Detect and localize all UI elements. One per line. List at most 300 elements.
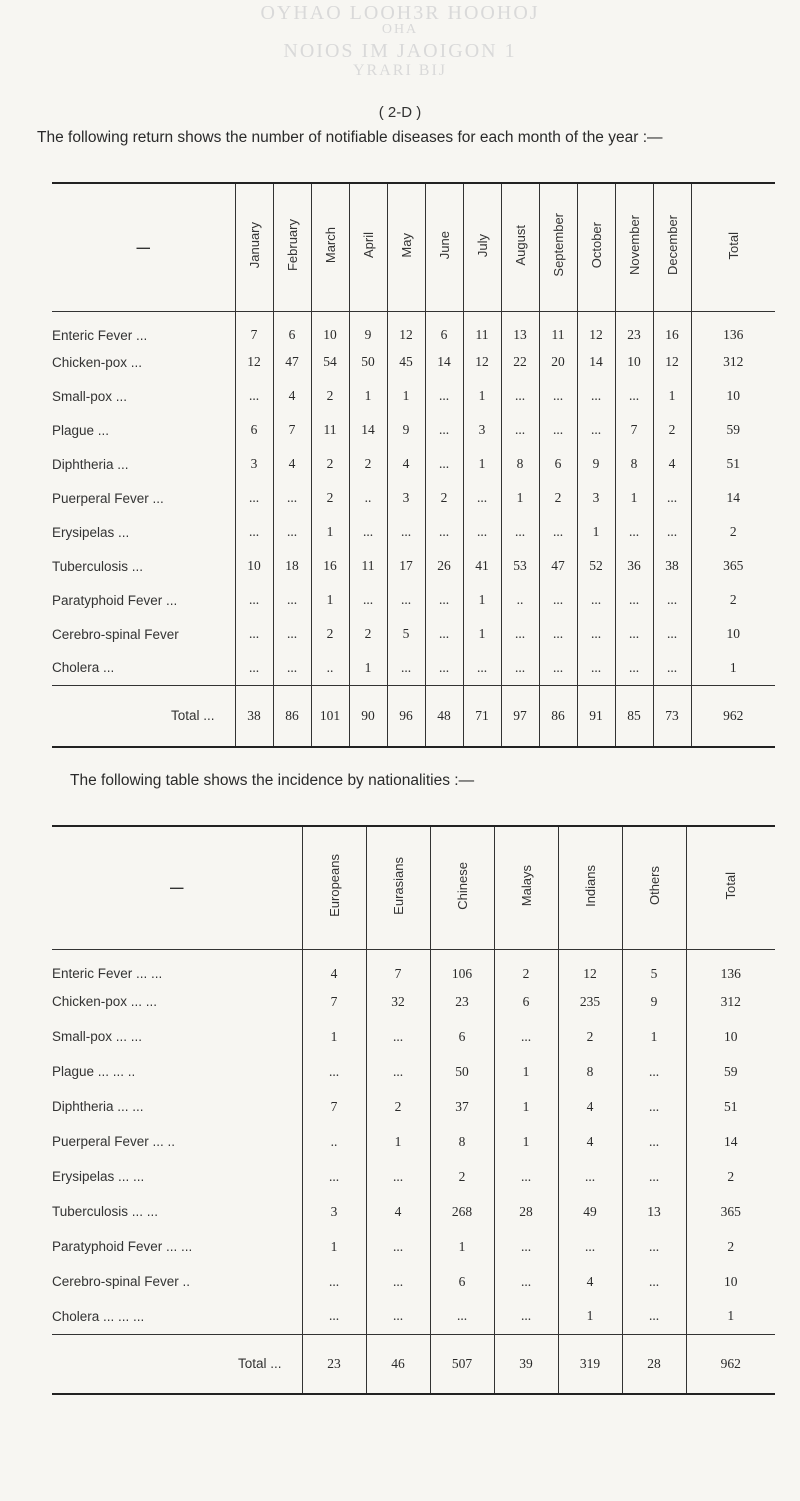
row-label: Small-pox ... ... xyxy=(52,1029,143,1044)
cell-december: 16 xyxy=(653,311,691,345)
monthly-column-header-january xyxy=(235,183,273,311)
cell-september: ... xyxy=(539,515,577,549)
cell-january: ... xyxy=(235,617,273,651)
cell-march: 2 xyxy=(311,617,349,651)
table-row xyxy=(52,311,775,345)
cell-november: 85 xyxy=(615,685,653,747)
row-label: Tuberculosis ... xyxy=(52,558,144,574)
cell-october: 12 xyxy=(577,311,615,345)
monthly-column-header-label: February xyxy=(284,219,300,272)
monthly-column-header-label: May xyxy=(398,232,414,258)
cell-february: ... xyxy=(273,651,311,685)
cell-march: 11 xyxy=(311,413,349,447)
cell-june: ... xyxy=(425,447,463,481)
cell-total: 51 xyxy=(686,1089,775,1124)
cell-february: 18 xyxy=(273,549,311,583)
cell-august: 13 xyxy=(501,311,539,345)
cell-july: 1 xyxy=(463,617,501,651)
cell-others: 28 xyxy=(622,1334,686,1394)
cell-total: 312 xyxy=(691,345,775,379)
nationality-header-row xyxy=(52,826,775,949)
table-row xyxy=(52,413,775,447)
nationality-column-header-label: Total xyxy=(723,872,739,900)
cell-august: ... xyxy=(501,651,539,685)
cell-july: 3 xyxy=(463,413,501,447)
faded-bleed-line-4: YRARI BIJ xyxy=(352,62,447,79)
cell-february: ... xyxy=(273,617,311,651)
cell-august: 53 xyxy=(501,549,539,583)
cell-april: 11 xyxy=(349,549,387,583)
nationality-column-header-malays xyxy=(494,826,558,949)
nationality-table xyxy=(52,825,775,1395)
cell-others: 9 xyxy=(622,984,686,1019)
table-row xyxy=(52,1124,775,1159)
row-label: Enteric Fever ... xyxy=(52,327,148,343)
cell-chinese: 50 xyxy=(430,1054,494,1089)
nationality-corner-dash: — xyxy=(52,826,302,949)
total-label: Total ... xyxy=(52,685,235,747)
cell-others: ... xyxy=(622,1054,686,1089)
cell-september: ... xyxy=(539,583,577,617)
cell-september: 47 xyxy=(539,549,577,583)
cell-total: 2 xyxy=(686,1229,775,1264)
cell-malays: ... xyxy=(494,1019,558,1054)
cell-chinese: 507 xyxy=(430,1334,494,1394)
cell-april: 14 xyxy=(349,413,387,447)
cell-total: 312 xyxy=(686,984,775,1019)
cell-may: 96 xyxy=(387,685,425,747)
row-label: Tuberculosis ... ... xyxy=(52,1204,159,1219)
cell-total: 136 xyxy=(686,949,775,984)
cell-september: 11 xyxy=(539,311,577,345)
cell-september: 6 xyxy=(539,447,577,481)
cell-march: 10 xyxy=(311,311,349,345)
cell-total: 365 xyxy=(686,1194,775,1229)
cell-may: 5 xyxy=(387,617,425,651)
cell-july: 41 xyxy=(463,549,501,583)
cell-june: ... xyxy=(425,515,463,549)
faded-bleed-line-2: OHA xyxy=(381,22,419,37)
cell-indians: 4 xyxy=(558,1124,622,1159)
cell-eurasians: 4 xyxy=(366,1194,430,1229)
row-label: Puerperal Fever ... xyxy=(52,490,164,506)
monthly-column-header-label: April xyxy=(360,232,376,259)
cell-november: 7 xyxy=(615,413,653,447)
monthly-column-header-october xyxy=(577,183,615,311)
nationality-column-header-indians xyxy=(558,826,622,949)
cell-march: 1 xyxy=(311,583,349,617)
row-label: Cerebro-spinal Fever .. xyxy=(52,1274,191,1289)
cell-april: 2 xyxy=(349,447,387,481)
monthly-column-header-july xyxy=(463,183,501,311)
cell-september: 20 xyxy=(539,345,577,379)
nationality-column-header-chinese xyxy=(430,826,494,949)
cell-november: 1 xyxy=(615,481,653,515)
cell-november: 8 xyxy=(615,447,653,481)
cell-december: 38 xyxy=(653,549,691,583)
cell-february: 4 xyxy=(273,447,311,481)
row-label: Cholera ... ... ... xyxy=(52,1308,145,1324)
cell-november: 10 xyxy=(615,345,653,379)
cell-indians: ... xyxy=(558,1229,622,1264)
table-row xyxy=(52,617,775,651)
cell-eurasians: 7 xyxy=(366,949,430,984)
nationality-column-header-label: Eurasians xyxy=(390,856,406,915)
cell-august: 1 xyxy=(501,481,539,515)
cell-april: 50 xyxy=(349,345,387,379)
cell-may: ... xyxy=(387,583,425,617)
cell-october: ... xyxy=(577,651,615,685)
cell-october: 14 xyxy=(577,345,615,379)
monthly-column-header-august xyxy=(501,183,539,311)
cell-august: ... xyxy=(501,413,539,447)
monthly-column-header-label: July xyxy=(474,233,490,257)
cell-malays: ... xyxy=(494,1229,558,1264)
cell-total: 962 xyxy=(686,1334,775,1394)
cell-may: 3 xyxy=(387,481,425,515)
row-label: Chicken-pox ... ... xyxy=(52,994,158,1009)
table-row xyxy=(52,1019,775,1054)
cell-may: 9 xyxy=(387,413,425,447)
row-label: Cholera ... xyxy=(52,660,115,676)
cell-europeans: ... xyxy=(302,1299,366,1334)
cell-november: ... xyxy=(615,379,653,413)
cell-may: 12 xyxy=(387,311,425,345)
cell-europeans: 3 xyxy=(302,1194,366,1229)
cell-january: ... xyxy=(235,651,273,685)
monthly-column-header-september xyxy=(539,183,577,311)
cell-total: 59 xyxy=(691,413,775,447)
cell-may: ... xyxy=(387,515,425,549)
cell-march: 2 xyxy=(311,379,349,413)
cell-eurasians: 2 xyxy=(366,1089,430,1124)
cell-october: 1 xyxy=(577,515,615,549)
cell-may: 45 xyxy=(387,345,425,379)
cell-others: 5 xyxy=(622,949,686,984)
cell-april: 1 xyxy=(349,379,387,413)
faded-bleed-line-3: NOIOS IM JAOIGON 1 xyxy=(283,40,517,62)
cell-july: 1 xyxy=(463,447,501,481)
table-row xyxy=(52,1159,775,1194)
cell-indians: 8 xyxy=(558,1054,622,1089)
cell-total: 2 xyxy=(691,583,775,617)
row-label: Puerperal Fever ... .. xyxy=(52,1134,176,1149)
cell-april: .. xyxy=(349,481,387,515)
cell-june: ... xyxy=(425,379,463,413)
monthly-corner-dash: — xyxy=(52,183,235,311)
cell-february: 6 xyxy=(273,311,311,345)
cell-total: 10 xyxy=(691,379,775,413)
monthly-column-header-june xyxy=(425,183,463,311)
row-label: Plague ... ... .. xyxy=(52,1064,136,1079)
monthly-column-header-label: March xyxy=(322,227,338,264)
row-label: Chicken-pox ... xyxy=(52,354,143,370)
monthly-column-header-label: November xyxy=(626,215,642,276)
cell-february: ... xyxy=(273,515,311,549)
cell-february: ... xyxy=(273,481,311,515)
table-row xyxy=(52,549,775,583)
cell-malays: 28 xyxy=(494,1194,558,1229)
cell-chinese: 106 xyxy=(430,949,494,984)
cell-indians: 49 xyxy=(558,1194,622,1229)
cell-europeans: ... xyxy=(302,1159,366,1194)
cell-june: 6 xyxy=(425,311,463,345)
cell-november: ... xyxy=(615,617,653,651)
cell-december: ... xyxy=(653,617,691,651)
cell-europeans: 7 xyxy=(302,1089,366,1124)
cell-june: 2 xyxy=(425,481,463,515)
page-number: ( 2-D ) xyxy=(378,104,422,121)
cell-eurasians: ... xyxy=(366,1054,430,1089)
cell-june: ... xyxy=(425,651,463,685)
cell-malays: 1 xyxy=(494,1089,558,1124)
table-row xyxy=(52,345,775,379)
cell-may: ... xyxy=(387,651,425,685)
cell-others: ... xyxy=(622,1089,686,1124)
row-label: Erysipelas ... xyxy=(52,524,130,540)
monthly-total-row xyxy=(52,685,775,747)
cell-may: 4 xyxy=(387,447,425,481)
cell-others: 13 xyxy=(622,1194,686,1229)
cell-total: 10 xyxy=(691,617,775,651)
cell-april: ... xyxy=(349,583,387,617)
cell-november: 23 xyxy=(615,311,653,345)
row-label: Plague ... xyxy=(52,422,110,438)
cell-europeans: 23 xyxy=(302,1334,366,1394)
cell-january: 3 xyxy=(235,447,273,481)
cell-indians: 1 xyxy=(558,1299,622,1334)
cell-chinese: 268 xyxy=(430,1194,494,1229)
cell-europeans: 7 xyxy=(302,984,366,1019)
monthly-column-header-may xyxy=(387,183,425,311)
cell-total: 2 xyxy=(691,515,775,549)
cell-total: 962 xyxy=(691,685,775,747)
cell-total: 14 xyxy=(686,1124,775,1159)
cell-june: 14 xyxy=(425,345,463,379)
cell-total: 59 xyxy=(686,1054,775,1089)
cell-february: 47 xyxy=(273,345,311,379)
cell-january: 7 xyxy=(235,311,273,345)
nationality-column-header-europeans xyxy=(302,826,366,949)
cell-january: ... xyxy=(235,583,273,617)
table-row xyxy=(52,1299,775,1334)
table-row xyxy=(52,1264,775,1299)
monthly-column-header-april xyxy=(349,183,387,311)
nationality-column-header-total xyxy=(686,826,775,949)
monthly-header-row xyxy=(52,183,775,311)
monthly-intro-text: The following return shows the number of notifiable diseases for each month of the year :— xyxy=(37,129,663,146)
cell-eurasians: ... xyxy=(366,1159,430,1194)
row-label: Paratyphoid Fever ... ... xyxy=(52,1239,193,1254)
cell-december: ... xyxy=(653,481,691,515)
cell-april: 9 xyxy=(349,311,387,345)
cell-malays: 1 xyxy=(494,1054,558,1089)
cell-malays: 1 xyxy=(494,1124,558,1159)
cell-total: 14 xyxy=(691,481,775,515)
monthly-column-header-november xyxy=(615,183,653,311)
cell-september: ... xyxy=(539,617,577,651)
cell-august: ... xyxy=(501,617,539,651)
cell-january: 10 xyxy=(235,549,273,583)
cell-october: ... xyxy=(577,379,615,413)
cell-february: 7 xyxy=(273,413,311,447)
cell-malays: ... xyxy=(494,1159,558,1194)
cell-april: ... xyxy=(349,515,387,549)
monthly-column-header-label: December xyxy=(664,215,680,276)
cell-others: ... xyxy=(622,1264,686,1299)
row-label: Diphtheria ... ... xyxy=(52,1099,144,1114)
cell-europeans: ... xyxy=(302,1264,366,1299)
cell-february: 4 xyxy=(273,379,311,413)
nationality-column-header-others xyxy=(622,826,686,949)
cell-october: 52 xyxy=(577,549,615,583)
cell-chinese: 8 xyxy=(430,1124,494,1159)
monthly-column-header-label: January xyxy=(246,222,262,269)
cell-eurasians: ... xyxy=(366,1019,430,1054)
nationality-column-header-label: Chinese xyxy=(454,861,470,910)
cell-january: ... xyxy=(235,515,273,549)
cell-total: 10 xyxy=(686,1264,775,1299)
cell-october: 91 xyxy=(577,685,615,747)
cell-others: 1 xyxy=(622,1019,686,1054)
cell-january: 38 xyxy=(235,685,273,747)
cell-others: ... xyxy=(622,1229,686,1264)
cell-january: ... xyxy=(235,379,273,413)
row-label: Cerebro-spinal Fever xyxy=(52,626,179,642)
cell-others: ... xyxy=(622,1299,686,1334)
cell-september: 2 xyxy=(539,481,577,515)
cell-europeans: 1 xyxy=(302,1019,366,1054)
nationality-intro-text: The following table shows the incidence by nationalities :— xyxy=(70,772,475,789)
cell-august: 97 xyxy=(501,685,539,747)
monthly-column-header-label: Total xyxy=(725,231,741,259)
cell-june: 48 xyxy=(425,685,463,747)
cell-january: ... xyxy=(235,481,273,515)
cell-august: 8 xyxy=(501,447,539,481)
cell-malays: ... xyxy=(494,1299,558,1334)
cell-may: 1 xyxy=(387,379,425,413)
table-row xyxy=(52,984,775,1019)
cell-december: ... xyxy=(653,583,691,617)
cell-june: ... xyxy=(425,583,463,617)
cell-march: 2 xyxy=(311,447,349,481)
cell-october: ... xyxy=(577,413,615,447)
row-label: Enteric Fever ... ... xyxy=(52,966,163,982)
cell-march: 16 xyxy=(311,549,349,583)
cell-chinese: 1 xyxy=(430,1229,494,1264)
cell-july: 12 xyxy=(463,345,501,379)
cell-eurasians: 32 xyxy=(366,984,430,1019)
total-label: Total ... xyxy=(52,1334,302,1394)
cell-february: ... xyxy=(273,583,311,617)
cell-march: 2 xyxy=(311,481,349,515)
cell-total: 1 xyxy=(691,651,775,685)
cell-eurasians: ... xyxy=(366,1264,430,1299)
cell-indians: 2 xyxy=(558,1019,622,1054)
cell-chinese: ... xyxy=(430,1299,494,1334)
cell-april: 90 xyxy=(349,685,387,747)
cell-august: ... xyxy=(501,515,539,549)
row-label: Erysipelas ... ... xyxy=(52,1169,145,1184)
cell-september: ... xyxy=(539,413,577,447)
monthly-column-header-total xyxy=(691,183,775,311)
monthly-column-header-label: September xyxy=(550,213,566,278)
cell-europeans: .. xyxy=(302,1124,366,1159)
nationality-column-header-label: Others xyxy=(646,866,662,906)
cell-april: 2 xyxy=(349,617,387,651)
cell-chinese: 37 xyxy=(430,1089,494,1124)
cell-december: 1 xyxy=(653,379,691,413)
cell-europeans: 4 xyxy=(302,949,366,984)
cell-total: 2 xyxy=(686,1159,775,1194)
nationality-column-header-eurasians xyxy=(366,826,430,949)
cell-march: 54 xyxy=(311,345,349,379)
cell-august: .. xyxy=(501,583,539,617)
table-row xyxy=(52,481,775,515)
cell-december: 12 xyxy=(653,345,691,379)
row-label: Small-pox ... xyxy=(52,388,128,404)
cell-march: .. xyxy=(311,651,349,685)
cell-indians: 4 xyxy=(558,1089,622,1124)
cell-december: 4 xyxy=(653,447,691,481)
cell-indians: 12 xyxy=(558,949,622,984)
cell-june: ... xyxy=(425,617,463,651)
cell-indians: 235 xyxy=(558,984,622,1019)
cell-june: ... xyxy=(425,413,463,447)
cell-malays: ... xyxy=(494,1264,558,1299)
cell-others: ... xyxy=(622,1159,686,1194)
cell-total: 10 xyxy=(686,1019,775,1054)
cell-others: ... xyxy=(622,1124,686,1159)
table-row xyxy=(52,583,775,617)
cell-december: ... xyxy=(653,651,691,685)
cell-august: 22 xyxy=(501,345,539,379)
cell-malays: 2 xyxy=(494,949,558,984)
table-row xyxy=(52,651,775,685)
cell-november: 36 xyxy=(615,549,653,583)
table-row xyxy=(52,1229,775,1264)
cell-indians: 319 xyxy=(558,1334,622,1394)
cell-march: 1 xyxy=(311,515,349,549)
monthly-diseases-table xyxy=(52,182,775,748)
table-row xyxy=(52,515,775,549)
cell-december: 2 xyxy=(653,413,691,447)
cell-july: ... xyxy=(463,515,501,549)
cell-europeans: 1 xyxy=(302,1229,366,1264)
cell-eurasians: 46 xyxy=(366,1334,430,1394)
table-row xyxy=(52,447,775,481)
table-row xyxy=(52,1194,775,1229)
cell-indians: ... xyxy=(558,1159,622,1194)
cell-september: 86 xyxy=(539,685,577,747)
cell-november: ... xyxy=(615,583,653,617)
cell-january: 12 xyxy=(235,345,273,379)
row-label: Diphtheria ... xyxy=(52,456,129,472)
cell-july: 11 xyxy=(463,311,501,345)
cell-eurasians: 1 xyxy=(366,1124,430,1159)
cell-october: 9 xyxy=(577,447,615,481)
cell-april: 1 xyxy=(349,651,387,685)
monthly-column-header-label: August xyxy=(512,225,528,266)
table-row xyxy=(52,1089,775,1124)
nationality-total-row xyxy=(52,1334,775,1394)
monthly-column-header-december xyxy=(653,183,691,311)
cell-july: ... xyxy=(463,481,501,515)
cell-europeans: ... xyxy=(302,1054,366,1089)
cell-november: ... xyxy=(615,651,653,685)
cell-september: ... xyxy=(539,379,577,413)
cell-july: 1 xyxy=(463,583,501,617)
